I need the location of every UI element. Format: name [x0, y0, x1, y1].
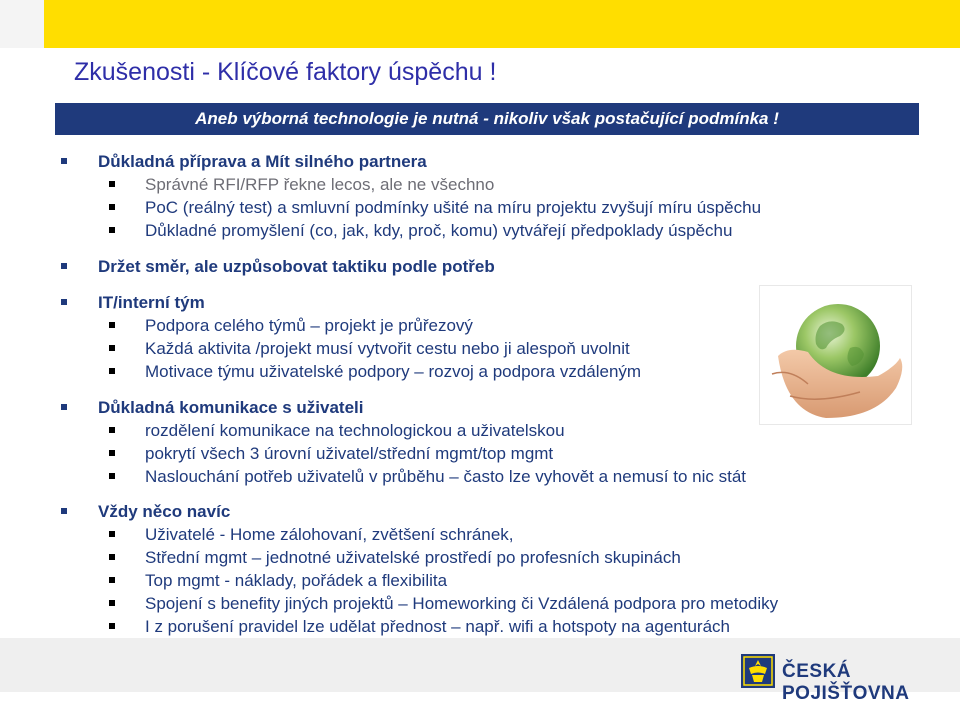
bullet-marker [109, 322, 115, 328]
list-item: Podpora celého týmů – projekt je průřezový [60, 314, 890, 337]
bullet-marker [109, 450, 115, 456]
list-item: Spojení s benefity jiných projektů – Homeworking či Vzdálená podpora pro metodiky [60, 592, 890, 615]
slide-title: Zkušenosti - Klíčové faktory úspěchu ! [74, 58, 497, 86]
bullet-marker [109, 554, 115, 560]
globe-in-hands-image [759, 285, 912, 425]
bullet-marker [109, 227, 115, 233]
bullet-marker [109, 577, 115, 583]
company-logo-text: ČESKÁ POJIŠŤOVNA [782, 661, 910, 704]
bullet-marker [61, 508, 67, 514]
list-item: Uživatelé - Home zálohovaní, zvětšení schránek, [60, 523, 890, 546]
section-heading: Vždy něco navíc [60, 500, 890, 523]
bullet-marker [109, 427, 115, 433]
header-accent-bar [44, 0, 960, 48]
spacer [60, 242, 890, 255]
subtitle-banner [55, 103, 919, 135]
company-logo-emblem [741, 654, 775, 688]
list-item: I z porušení pravidel lze udělat přednost – např. wifi a hotspoty na agenturách [60, 615, 890, 638]
list-item: Každá aktivita /projekt musí vytvořit cestu nebo ji alespoň uvolnit [60, 337, 890, 360]
list-item: pokrytí všech 3 úrovní uživatel/střední mgmt/top mgmt [60, 442, 890, 465]
bullet-marker [109, 600, 115, 606]
bullet-marker [109, 181, 115, 187]
globe-illustration [760, 286, 911, 424]
list-item: rozdělení komunikace na technologickou a uživatelskou [60, 419, 890, 442]
section-heading: Držet směr, ale uzpůsobovat taktiku podle potřeb [60, 255, 890, 278]
bullet-marker [61, 158, 67, 164]
bullet-marker [109, 345, 115, 351]
list-item: Správné RFI/RFP řekne lecos, ale ne všechno [60, 173, 890, 196]
list-item: Naslouchání potřeb uživatelů v průběhu – často lze vyhovět a nemusí to nic stát [60, 465, 890, 488]
section-heading: IT/interní tým [60, 291, 890, 314]
section-heading: Důkladná komunikace s uživateli [60, 396, 890, 419]
bullet-marker [61, 263, 67, 269]
section-heading: Důkladná příprava a Mít silného partnera [60, 150, 890, 173]
list-item: Důkladné promyšlení (co, jak, kdy, proč, komu) vytvářejí předpoklady úspěchu [60, 219, 890, 242]
list-item: Střední mgmt – jednotné uživatelské prostředí po profesních skupinách [60, 546, 890, 569]
list-item: Top mgmt - náklady, pořádek a flexibilita [60, 569, 890, 592]
bullet-marker [61, 299, 67, 305]
list-item: PoC (reálný test) a smluvní podmínky ušité na míru projektu zvyšují míru úspěchu [60, 196, 890, 219]
bullet-marker [61, 404, 67, 410]
logo-icon [741, 654, 775, 688]
bullet-marker [109, 531, 115, 537]
list-item: Motivace týmu uživatelské podpory – rozvoj a podpora vzdáleným [60, 360, 890, 383]
bullet-marker [109, 473, 115, 479]
subtitle-text: Aneb výborná technologie je nutná - nikoliv však postačující podmínka ! [195, 109, 779, 128]
spacer [60, 488, 890, 500]
bullet-marker [109, 623, 115, 629]
bullet-marker [109, 204, 115, 210]
bullet-marker [109, 368, 115, 374]
